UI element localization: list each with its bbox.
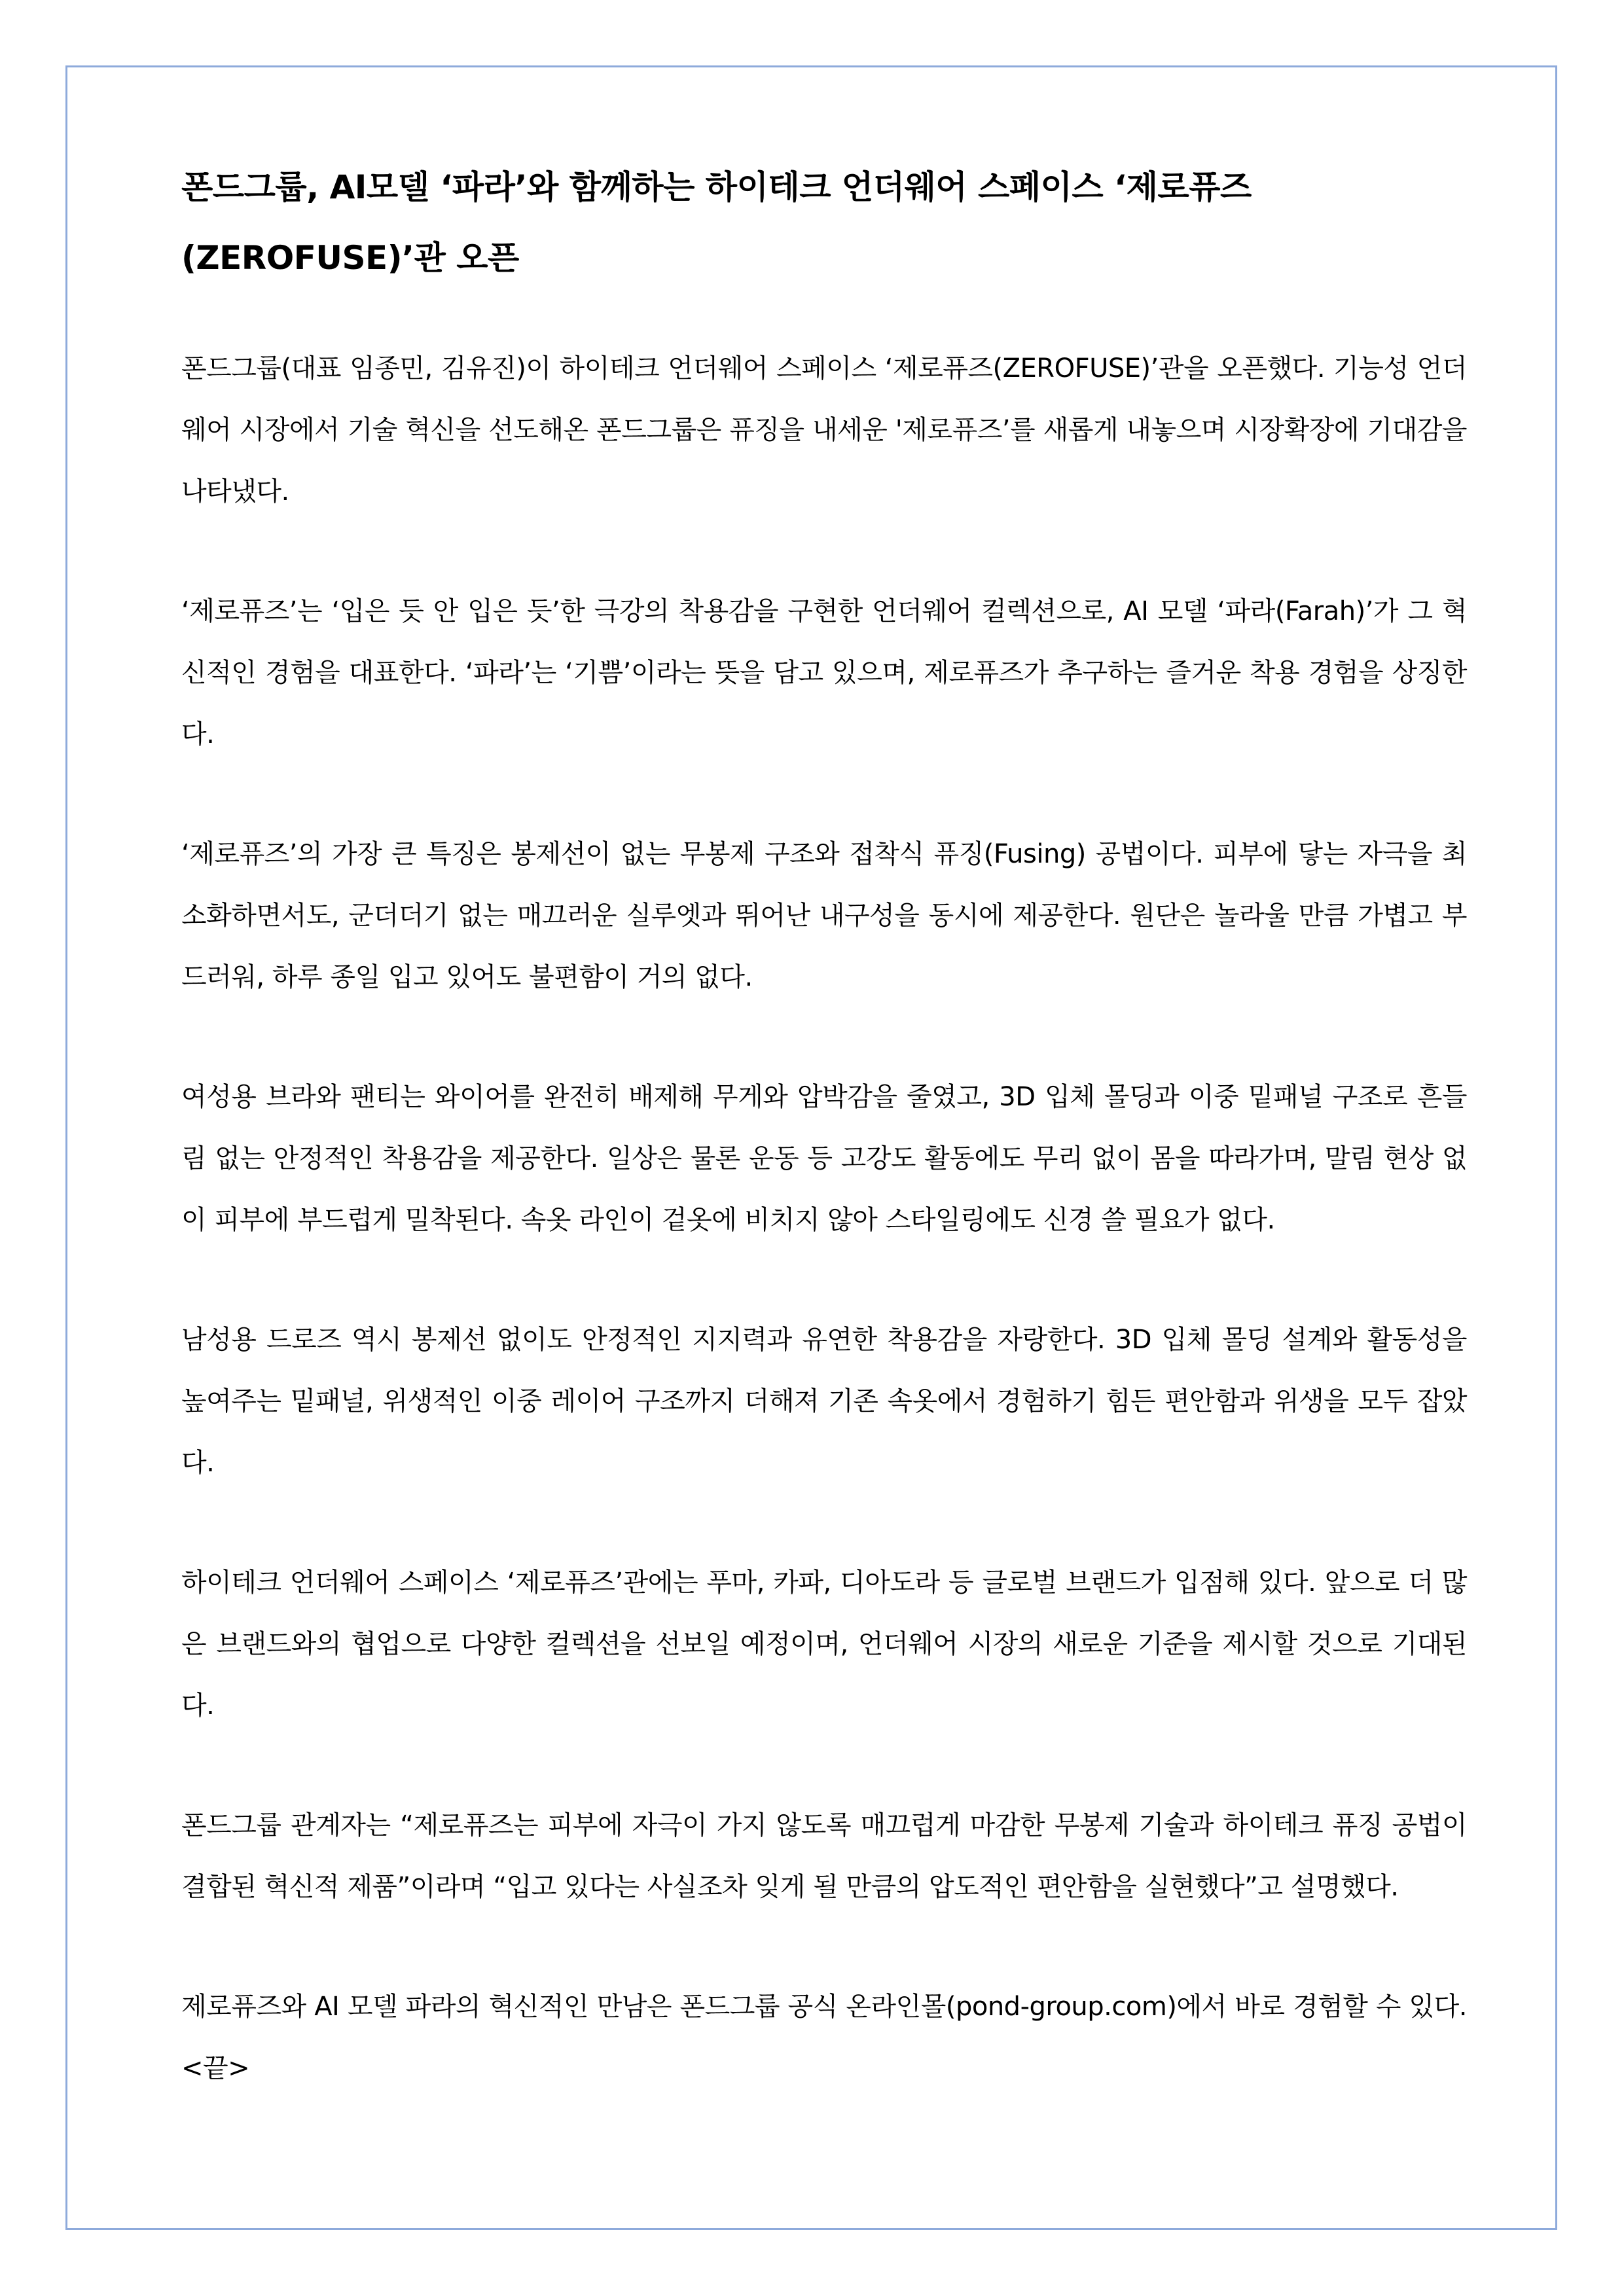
press-release-body <box>181 152 1467 2099</box>
paragraph-closing: 제로퓨즈와 AI 모델 파라의 혁신적인 만남은 폰드그룹 공식 온라인몰(pond-group.com)에서 바로 경험할 수 있다. <끝> <box>181 1992 1467 2083</box>
paragraph-intro: 폰드그룹(대표 임종민, 김유진)이 하이테크 언더웨어 스페이스 ‘제로퓨즈(ZEROFUSE)’관을 오픈했다. 기능성 언더웨어 시장에서 기술 혁신을 선도해온 폰드그룹은 퓨징을 내세운 '제로퓨즈’를 새롭게 내놓으며 시장확장에 기대감을 나타냈다. <box>181 353 1467 507</box>
paragraph-womens-line: 여성용 브라와 팬티는 와이어를 완전히 배제해 무게와 압박감을 줄였고, 3D 입체 몰딩과 이중 밑패널 구조로 흔들림 없는 안정적인 착용감을 제공한다. 일상은 물론 운동 등 고강도 활동에도 무리 없이 몸을 따라가며, 말림 현상 없이 피부에 부드럽게 밀착된다. 속옷 라인이 겉옷에 비치지 않아 스타일링에도 신경 쓸 필요가 없다. <box>181 1082 1467 1235</box>
paragraph-mens-line: 남성용 드로즈 역시 봉제선 없이도 안정적인 지지력과 유연한 착용감을 자랑한다. 3D 입체 몰딩 설계와 활동성을 높여주는 밑패널, 위생적인 이중 레이어 구조까지 더해져 기존 속옷에서 경험하기 힘든 편안함과 위생을 모두 잡았다. <box>181 1325 1467 1478</box>
paragraph-features: ‘제로퓨즈’의 가장 큰 특징은 봉제선이 없는 무봉제 구조와 접착식 퓨징(Fusing) 공법이다. 피부에 닿는 자극을 최소화하면서도, 군더더기 없는 매끄러운 실루엣과 뛰어난 내구성을 동시에 제공한다. 원단은 놀라울 만큼 가볍고 부드러워, 하루 종일 입고 있어도 불편함이 거의 없다. <box>181 839 1467 992</box>
page-title: 폰드그룹, AI모델 ‘파라’와 함께하는 하이테크 언더웨어 스페이스 ‘제로퓨즈(ZEROFUSE)’관 오픈 <box>181 168 1252 277</box>
paragraph-brands: 하이테크 언더웨어 스페이스 ‘제로퓨즈’관에는 푸마, 카파, 디아도라 등 글로벌 브랜드가 입점해 있다. 앞으로 더 많은 브랜드와의 협업으로 다양한 컬렉션을 선보일 예정이며, 언더웨어 시장의 새로운 기준을 제시할 것으로 기대된다. <box>181 1568 1467 1721</box>
paragraph-ai-model: ‘제로퓨즈’는 ‘입은 듯 안 입은 듯’한 극강의 착용감을 구현한 언더웨어 컬렉션으로, AI 모델 ‘파라(Farah)’가 그 혁신적인 경험을 대표한다. ‘파라’는 ‘기쁨’이라는 뜻을 담고 있으며, 제로퓨즈가 추구하는 즐거운 착용 경험을 상징한다. <box>181 596 1467 749</box>
paragraph-quote: 폰드그룹 관계자는 “제로퓨즈는 피부에 자극이 가지 않도록 매끄럽게 마감한 무봉제 기술과 하이테크 퓨징 공법이 결합된 혁신적 제품”이라며 “입고 있다는 사실조차 잊게 될 만큼의 압도적인 편안함을 실현했다”고 설명했다. <box>181 1810 1467 1902</box>
